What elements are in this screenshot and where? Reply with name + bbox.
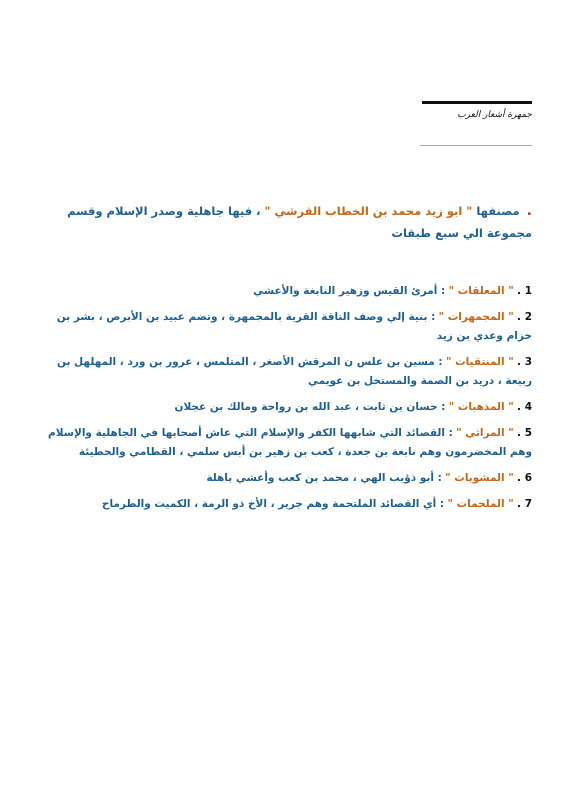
item-number: 1 . bbox=[517, 285, 532, 297]
list-item bbox=[40, 353, 532, 391]
intro-bullet: . bbox=[526, 203, 532, 219]
item-term: " المجمهرات " bbox=[438, 311, 514, 323]
list-item bbox=[40, 469, 532, 488]
item-description: : أمرئ القيس وزهير النابغة والأعشي bbox=[253, 285, 446, 297]
list-item bbox=[40, 495, 532, 514]
item-description: : مسين بن علس ن المرقش الأصغر ، المتلمس ، عرور بن ورد ، المهلهل بن ربيعة ، دريد بن الصمة والمستخل بن عويمي bbox=[57, 356, 532, 387]
list-item bbox=[40, 308, 532, 346]
intro-author: " ابو زيد محمد بن الخطاب القرشي " bbox=[264, 204, 473, 218]
item-description: : القصائد التي شابهها الكفر والإسلام التي عاش أصحابها في الجاهلية والإسلام وهم المخضرمون وهم نابغة بن جعدة ، كعب بن زهير بن أبس سلمي ، القطامي والحطيئة bbox=[48, 427, 532, 458]
item-term: " المراثي " bbox=[456, 427, 514, 439]
item-term: " المذهبات " bbox=[448, 401, 514, 413]
item-number: 2 . bbox=[517, 311, 532, 323]
item-term: " المنتقيات " bbox=[445, 356, 514, 368]
item-description: : أي القصائد الملتحمة وهم جرير ، الأخ ذو الرمة ، الكميت والطرماح bbox=[101, 498, 445, 510]
list-item bbox=[40, 282, 532, 301]
item-description: : حسان بن ثابت ، عبد الله بن رواحة ومالك بن عجلان bbox=[174, 401, 446, 413]
item-number: 4 . bbox=[517, 401, 532, 413]
item-term: " المعلقات " bbox=[448, 285, 514, 297]
list-item bbox=[40, 398, 532, 417]
item-term: " الملحمات " bbox=[447, 498, 514, 510]
item-description: : بنية إلي وصف الناقة القرية بالمجمهرة ، وتضم عبيد بن الأبرص ، بشر بن خزام وعدي بن زيد bbox=[56, 311, 532, 342]
item-description: : أبو ذؤيب الهي ، محمد بن كعب وأعشي باهلة bbox=[206, 472, 442, 484]
intro-prefix: مصنفها bbox=[476, 204, 520, 218]
item-term: " المشوبات " bbox=[445, 472, 514, 484]
item-number: 7 . bbox=[517, 498, 532, 510]
intro-suffix: ، فيها جاهلية وصدر الإسلام وقسم مجموعة الي سبع طبقات bbox=[67, 204, 532, 240]
item-number: 5 . bbox=[517, 427, 532, 439]
list-item bbox=[40, 424, 532, 462]
page-header-title: جمهرة أشعار العرب bbox=[457, 110, 532, 120]
item-number: 6 . bbox=[517, 472, 532, 484]
item-number: 3 . bbox=[517, 356, 532, 368]
categories-list bbox=[40, 282, 532, 521]
header-bottom-rule bbox=[420, 145, 532, 146]
header-top-rule bbox=[422, 101, 532, 104]
intro-paragraph bbox=[40, 200, 532, 244]
